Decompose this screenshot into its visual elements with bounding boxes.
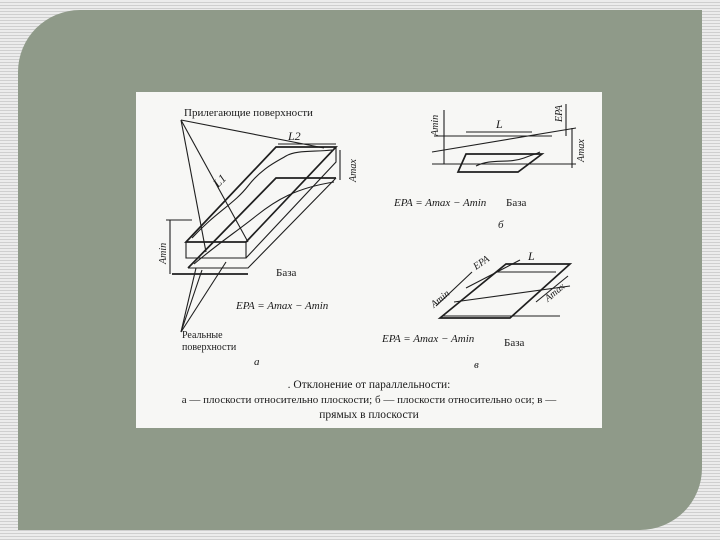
diagram-b xyxy=(393,104,587,231)
leader-bottom-1 xyxy=(181,268,196,332)
slide-panel xyxy=(18,10,702,530)
caption-line-3: прямых в плоскости xyxy=(319,409,419,421)
formula-c: EPA = Amax − Amin xyxy=(382,333,475,345)
formula-b: EPA = Amax − Amin xyxy=(394,197,487,209)
label-amin-c: Amin xyxy=(428,288,453,311)
leader-bottom-2 xyxy=(181,262,226,332)
label-amax-b: Amax xyxy=(576,139,587,162)
label-base-c: База xyxy=(504,337,525,349)
letter-b: б xyxy=(498,219,504,231)
plate-b xyxy=(458,154,542,172)
caption-line-2: а — плоскости относительно плоскости; б — плоскости относительно оси; в — xyxy=(181,394,557,406)
plate-a-lower-edge xyxy=(188,178,336,268)
leader-top-1 xyxy=(181,120,206,252)
diagram-a xyxy=(158,107,359,368)
plate-a-front xyxy=(186,242,246,258)
letter-c: в xyxy=(474,359,479,371)
label-amax-a: Amax xyxy=(348,159,359,182)
label-amin-b: Amin xyxy=(430,114,441,136)
parallelism-diagrams xyxy=(136,92,602,428)
label-L2: L2 xyxy=(288,129,301,143)
label-epa-b: EPA xyxy=(554,104,565,122)
label-L-b: L xyxy=(496,117,503,131)
label-amin-a: Amin xyxy=(158,242,169,264)
label-base-b: База xyxy=(506,197,527,209)
leader-bottom-3 xyxy=(181,270,202,332)
label-base-a: База xyxy=(276,267,297,279)
label-real-1: Реальные xyxy=(182,330,223,341)
label-adjacent-surfaces: Прилегающие поверхности xyxy=(184,107,313,119)
label-real-2: поверхности xyxy=(182,342,237,353)
formula-a: EPA = Amax − Amin xyxy=(236,300,329,312)
caption-title: . Отклонение от параллельности: xyxy=(287,379,451,391)
diagram-c xyxy=(381,249,570,371)
label-L-c: L xyxy=(528,249,535,263)
letter-a: а xyxy=(254,356,260,368)
label-epa-c: EPA xyxy=(471,253,492,273)
label-amax-c: Amax xyxy=(542,281,568,305)
scanned-figure xyxy=(136,92,602,428)
label-L1: L1 xyxy=(210,171,230,191)
